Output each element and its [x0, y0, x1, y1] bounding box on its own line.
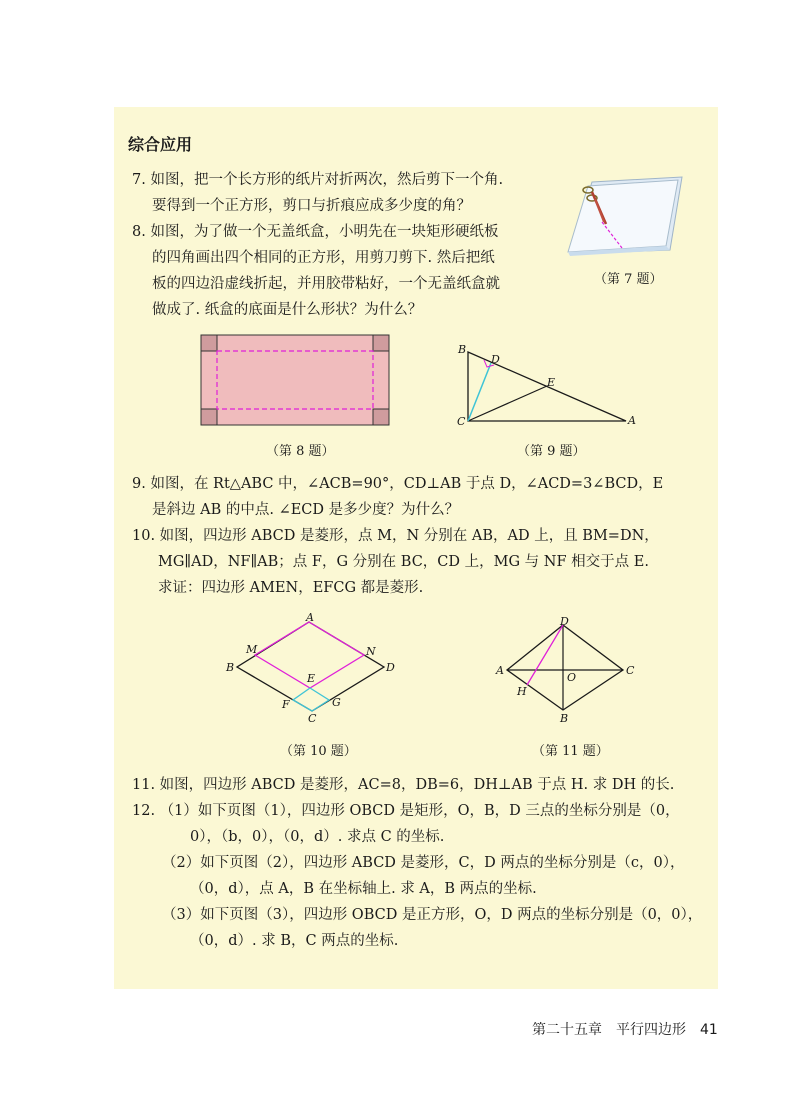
- figure-10-caption: （第 10 题）: [280, 744, 357, 759]
- problem-10-line-2: MG∥AD，NF∥AB；点 F，G 分别在 BC，CD 上，MG 与 NF 相交于点 E.: [158, 554, 649, 570]
- point-label-B: B: [226, 661, 235, 674]
- figure-10-rhombus: [222, 612, 407, 724]
- point-label-A: A: [306, 611, 314, 624]
- chapter-title: 第二十五章 平行四边形: [532, 1022, 686, 1038]
- point-label-H: H: [517, 685, 527, 698]
- point-label-A: A: [628, 414, 636, 427]
- problem-8-line-2: 的四角画出四个相同的正方形，用剪刀剪下. 然后把纸: [152, 250, 495, 266]
- point-label-B: B: [458, 343, 467, 356]
- point-label-C: C: [457, 415, 466, 428]
- problem-12-line-6: （0，d）. 求 B，C 两点的坐标.: [190, 933, 399, 949]
- problem-10-line-1: 10. 如图，四边形 ABCD 是菱形，点 M，N 分别在 AB，AD 上，且 BM=DN，: [132, 528, 659, 544]
- problem-9-line-2: 是斜边 AB 的中点. ∠ECD 是多少度？为什么？: [152, 502, 460, 518]
- problem-12-line-4: （0，d），点 A，B 在坐标轴上. 求 A，B 两点的坐标.: [190, 881, 537, 897]
- point-label-M: M: [246, 643, 258, 656]
- point-label-D: D: [491, 353, 500, 366]
- point-label-D: D: [386, 661, 395, 674]
- problem-7-line-1: 7. 如图，把一个长方形的纸片对折两次，然后剪下一个角.: [132, 172, 504, 188]
- problem-12-line-5: （3）如下页图（3），四边形 OBCD 是正方形，O，D 两点的坐标分别是（0，0），: [162, 907, 703, 923]
- problem-9-line-1: 9. 如图，在 Rt△ABC 中，∠ACB=90°，CD⊥AB 于点 D，∠ACD=3∠BCD，E: [132, 476, 664, 492]
- figure-7-folded-paper: [560, 172, 690, 262]
- point-label-O: O: [567, 671, 577, 684]
- problem-12-line-1: 12. （1）如下页图（1），四边形 OBCD 是矩形，O，B，D 三点的坐标分别是（0，: [132, 803, 680, 819]
- figure-8-caption: （第 8 题）: [266, 444, 335, 459]
- point-label-F: F: [282, 698, 290, 711]
- figure-7-caption: （第 7 题）: [594, 272, 663, 287]
- figure-9-caption: （第 9 题）: [517, 444, 586, 459]
- problem-12-line-3: （2）如下页图（2），四边形 ABCD 是菱形，C，D 两点的坐标分别是（c，0），: [162, 855, 685, 871]
- problem-10-line-3: 求证：四边形 AMEN，EFCG 都是菱形.: [158, 580, 424, 596]
- point-label-A: A: [496, 664, 504, 677]
- point-label-G: G: [332, 696, 341, 709]
- problem-8-line-4: 做成了. 纸盒的底面是什么形状？为什么？: [152, 302, 423, 318]
- figure-11-caption: （第 11 题）: [532, 744, 609, 759]
- page-footer: [532, 1019, 718, 1039]
- problem-8-line-3: 板的四边沿虚线折起，并用胶带粘好，一个无盖纸盒就: [152, 276, 500, 292]
- point-label-C: C: [308, 712, 317, 725]
- figure-11-rhombus: [493, 615, 643, 725]
- figure-8-box-net: [201, 335, 391, 427]
- point-label-D: D: [560, 615, 569, 628]
- problem-11-line-1: 11. 如图，四边形 ABCD 是菱形，AC=8，DB=6，DH⊥AB 于点 H. 求 DH 的长.: [132, 777, 675, 793]
- point-label-B: B: [560, 712, 569, 725]
- page-number: 41: [700, 1022, 718, 1038]
- section-title: 综合应用: [128, 135, 193, 154]
- point-label-C: C: [626, 664, 635, 677]
- point-label-N: N: [366, 645, 376, 658]
- problem-12-line-2: 0），（b，0），（0，d）. 求点 C 的坐标.: [190, 829, 445, 845]
- problem-7-line-2: 要得到一个正方形，剪口与折痕应成多少度的角？: [152, 198, 471, 214]
- point-label-E: E: [547, 376, 556, 389]
- figure-9-triangle: [456, 342, 646, 434]
- problem-8-line-1: 8. 如图，为了做一个无盖纸盒，小明先在一块矩形硬纸板: [132, 224, 499, 240]
- point-label-E: E: [307, 672, 316, 685]
